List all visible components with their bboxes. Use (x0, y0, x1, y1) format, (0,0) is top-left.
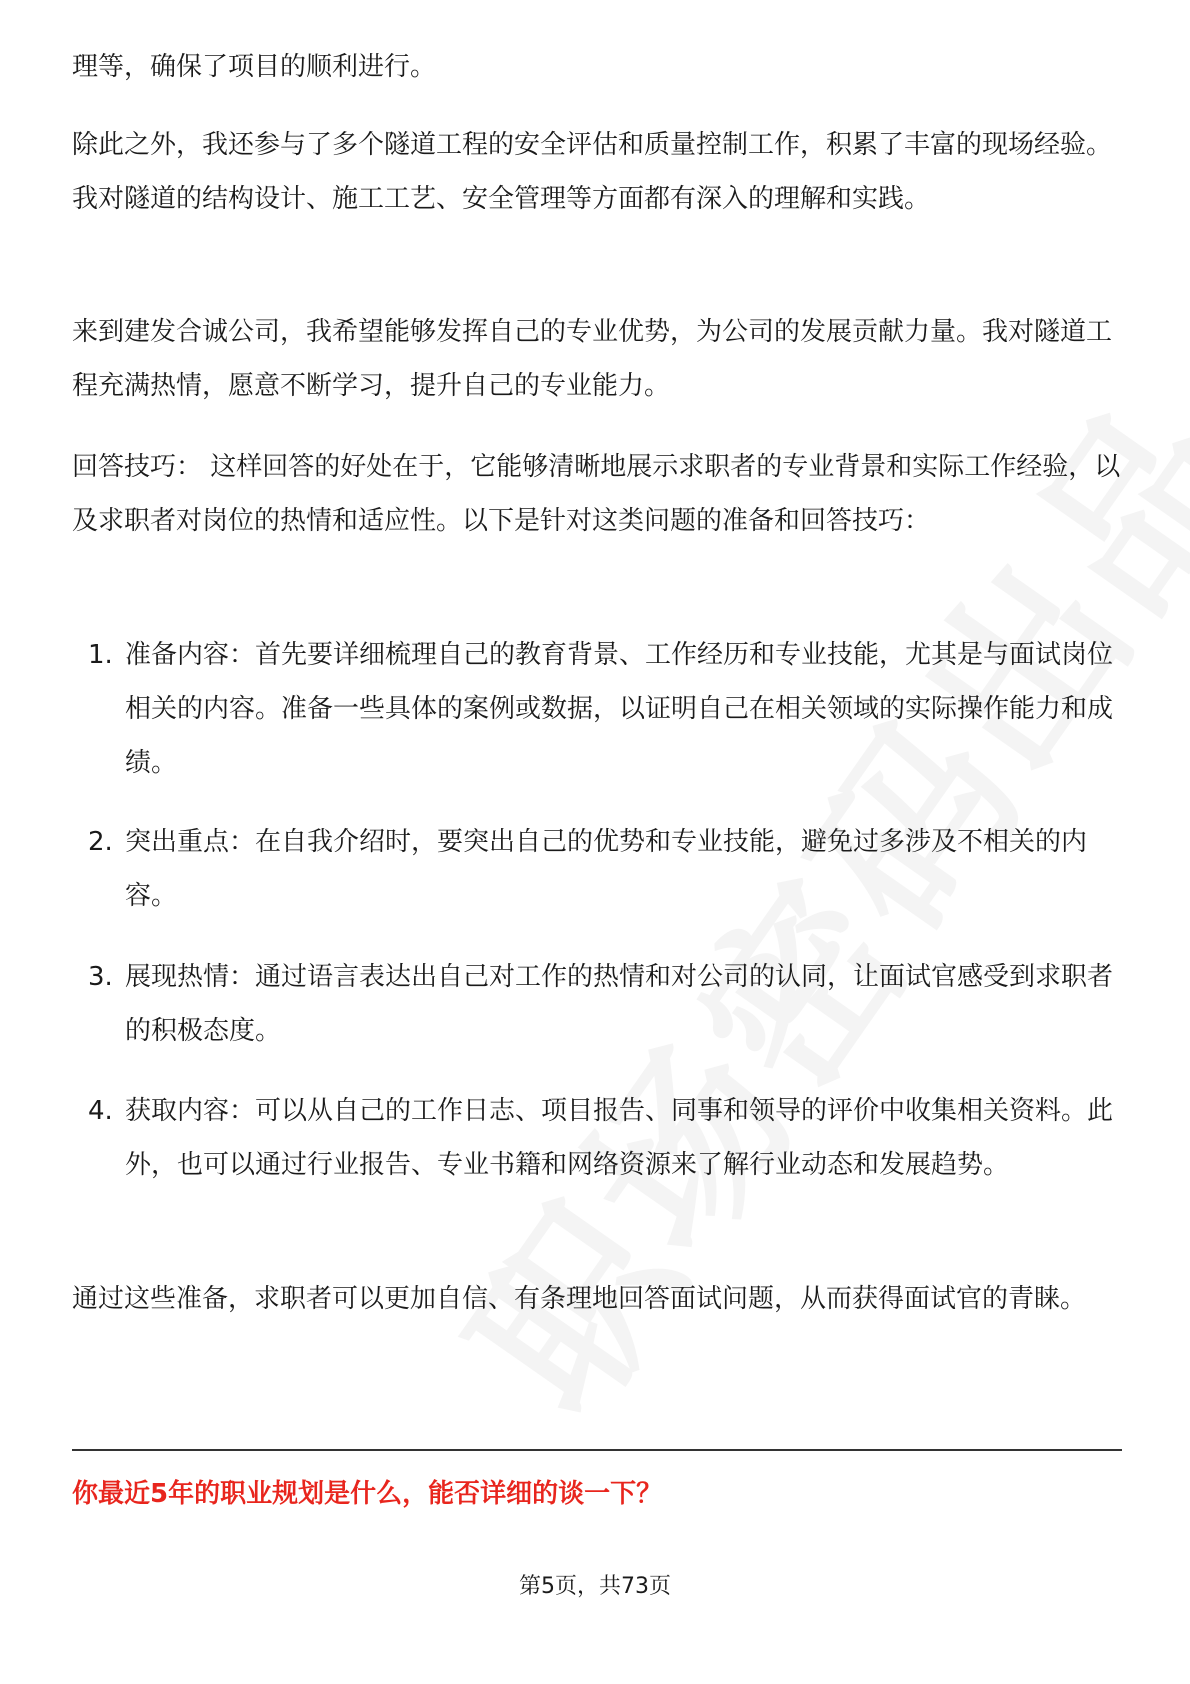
list-text: 突出重点：在自我介绍时，要突出自己的优势和专业技能，避免过多涉及不相关的内容。 (125, 827, 1088, 911)
list-text: 准备内容：首先要详细梳理自己的教育背景、工作经历和专业技能，尤其是与面试岗位相关的内容。准备一些具体的案例或数据，以证明自己在相关领域的实际操作能力和成绩。 (125, 640, 1114, 778)
section-divider (72, 1449, 1122, 1451)
next-question-heading: 你最近5年的职业规划是什么，能否详细的谈一下？ (72, 1479, 663, 1509)
list-text: 获取内容：可以从自己的工作日志、项目报告、同事和领导的评价中收集相关资料。此外，也可以通过行业报告、专业书籍和网络资源来了解行业动态和发展趋势。 (125, 1096, 1114, 1180)
list-number: 2. (88, 827, 113, 857)
paragraph-experience: 除此之外，我还参与了多个隧道工程的安全评估和质量控制工作，积累了丰富的现场经验。我对隧道的结构设计、施工工艺、安全管理等方面都有深入的理解和实践。 (72, 130, 1113, 214)
paragraph-tips-intro: 回答技巧： 这样回答的好处在于，它能够清晰地展示求职者的专业背景和实际工作经验，以及求职者对岗位的热情和适应性。以下是针对这类问题的准备和回答技巧： (72, 452, 1121, 536)
list-number: 3. (88, 962, 113, 992)
list-number: 4. (88, 1096, 113, 1126)
paragraph-motivation: 来到建发合诚公司，我希望能够发挥自己的专业优势，为公司的发展贡献力量。我对隧道工程充满热情，愿意不断学习，提升自己的专业能力。 (72, 317, 1113, 401)
list-number: 1. (88, 640, 113, 670)
paragraph-continuation: 理等，确保了项目的顺利进行。 (72, 52, 437, 82)
page-number: 第5页，共73页 (519, 1574, 671, 1599)
list-text: 展现热情：通过语言表达出自己对工作的热情和对公司的认同，让面试官感受到求职者的积极态度。 (125, 962, 1114, 1046)
paragraph-closing: 通过这些准备，求职者可以更加自信、有条理地回答面试问题，从而获得面试官的青睐。 (72, 1284, 1087, 1314)
